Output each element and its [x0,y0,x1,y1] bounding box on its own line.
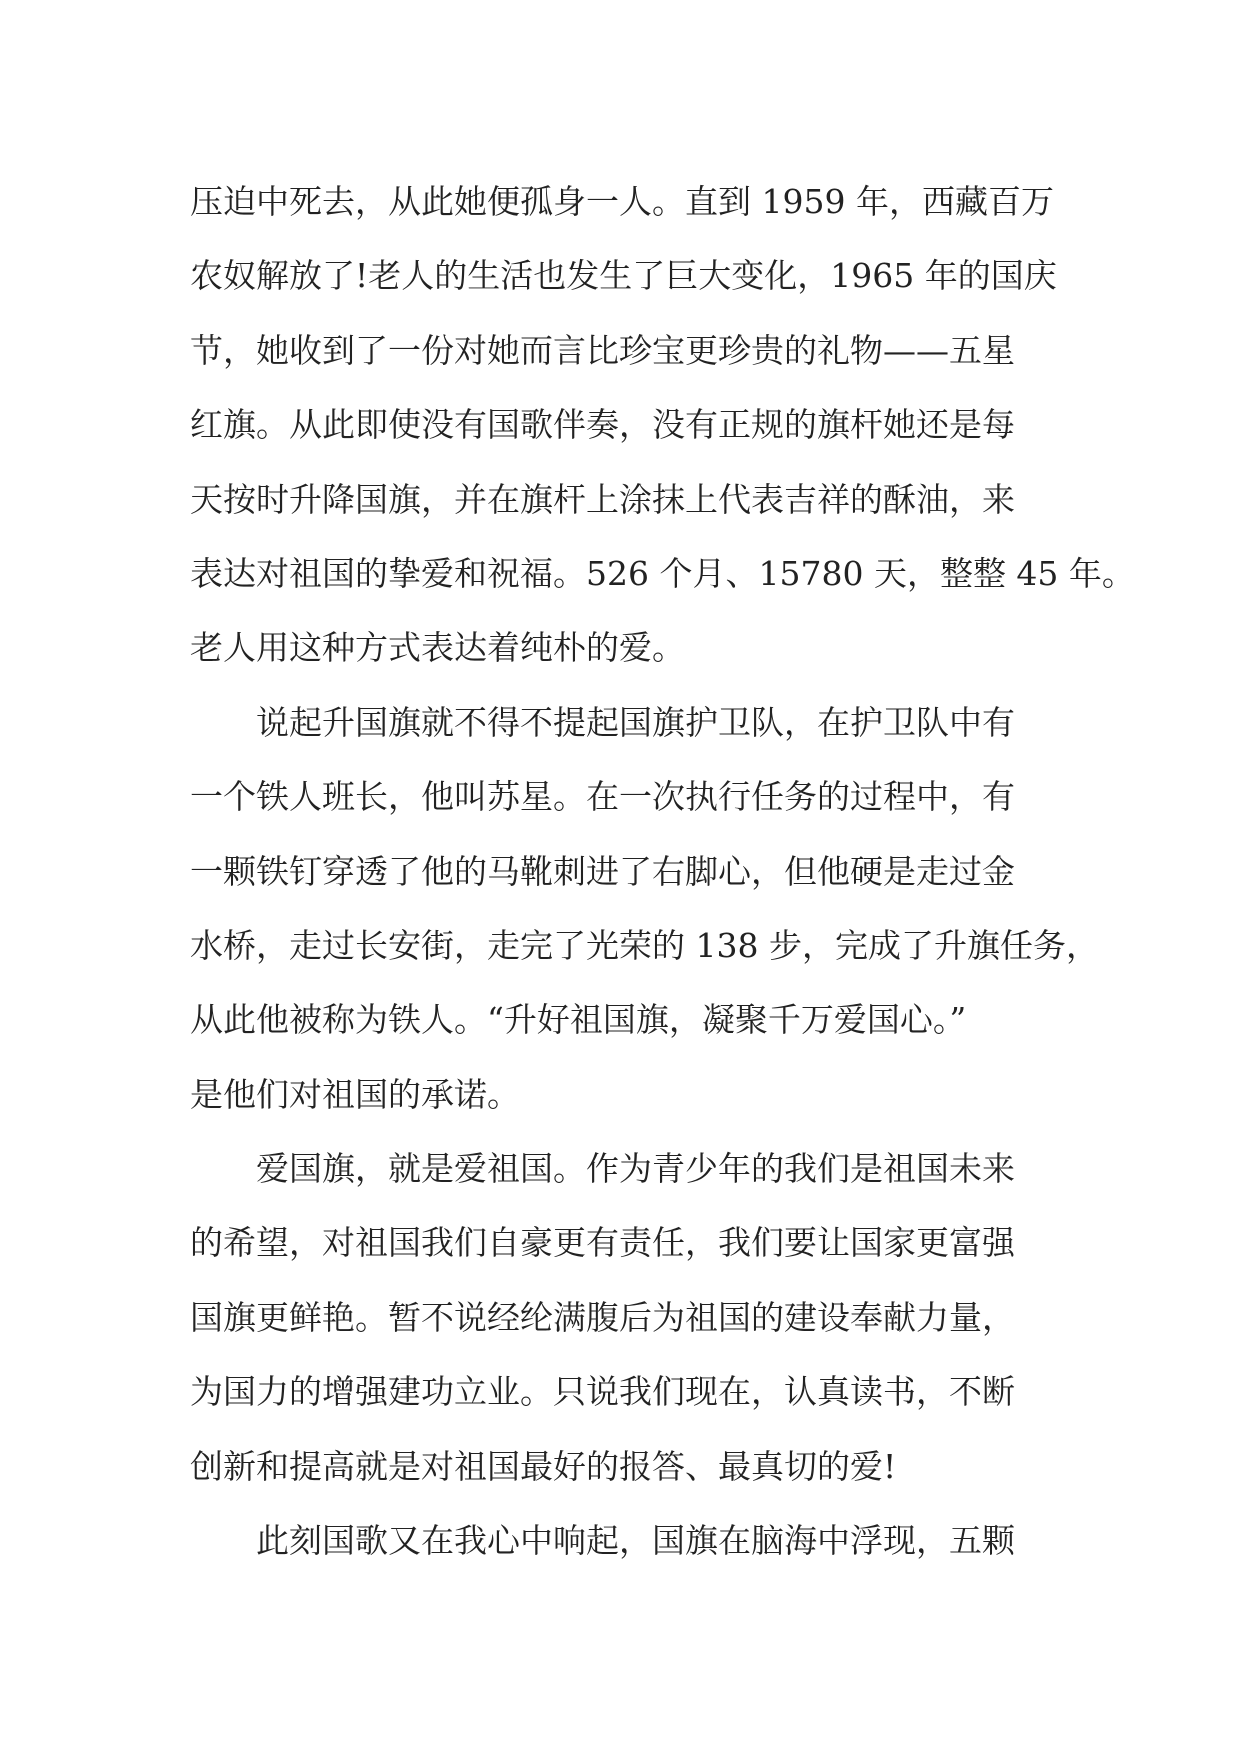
paragraph-first-line: 说起升国旗就不得不提起国旗护卫队，在护卫队中有 [256,702,1015,742]
text-line: 一颗铁钉穿透了他的马靴刺进了右脚心，但他硬是走过金 [190,851,1015,891]
text-line: 红旗。从此即使没有国歌伴奏，没有正规的旗杆她还是每 [190,405,1015,445]
text-line: 节，她收到了一份对她而言比珍宝更珍贵的礼物——五星 [190,330,1015,370]
text-line: 创新和提高就是对祖国最好的报答、最真切的爱! [190,1446,897,1486]
essay-body [190,165,1135,1578]
text-line: 国旗更鲜艳。暂不说经纶满腹后为祖国的建设奉献力量， [190,1297,1015,1337]
text-line: 天按时升降国旗，并在旗杆上涂抹上代表吉祥的酥油，来 [190,479,1015,519]
text-line: 农奴解放了!老人的生活也发生了巨大变化，1965 年的国庆 [190,256,1057,296]
text-line: 压迫中死去，从此她便孤身一人。直到 1959 年，西藏百万 [190,182,1054,221]
text-line: 老人用这种方式表达着纯朴的爱。 [190,628,685,668]
paragraph-first-line: 爱国旗，就是爱祖国。作为青少年的我们是祖国未来 [256,1149,1015,1189]
text-line: 一个铁人班长，他叫苏星。在一次执行任务的过程中，有 [190,777,1015,817]
text-line: 为国力的增强建功立业。只说我们现在，认真读书，不断 [190,1372,1015,1412]
text-line: 水桥，走过长安街，走完了光荣的 138 步，完成了升旗任务， [190,925,1099,965]
paragraph-first-line: 此刻国歌又在我心中响起，国旗在脑海中浮现，五颗 [256,1521,1015,1561]
text-line: 从此他被称为铁人。“升好祖国旗，凝聚千万爱国心。” [190,1000,967,1040]
text-line: 是他们对祖国的承诺。 [190,1074,520,1114]
text-line: 的希望，对祖国我们自豪更有责任，我们要让国家更富强 [190,1223,1015,1263]
text-line: 表达对祖国的挚爱和祝福。526 个月、15780 天，整整 45 年。 [190,553,1135,593]
